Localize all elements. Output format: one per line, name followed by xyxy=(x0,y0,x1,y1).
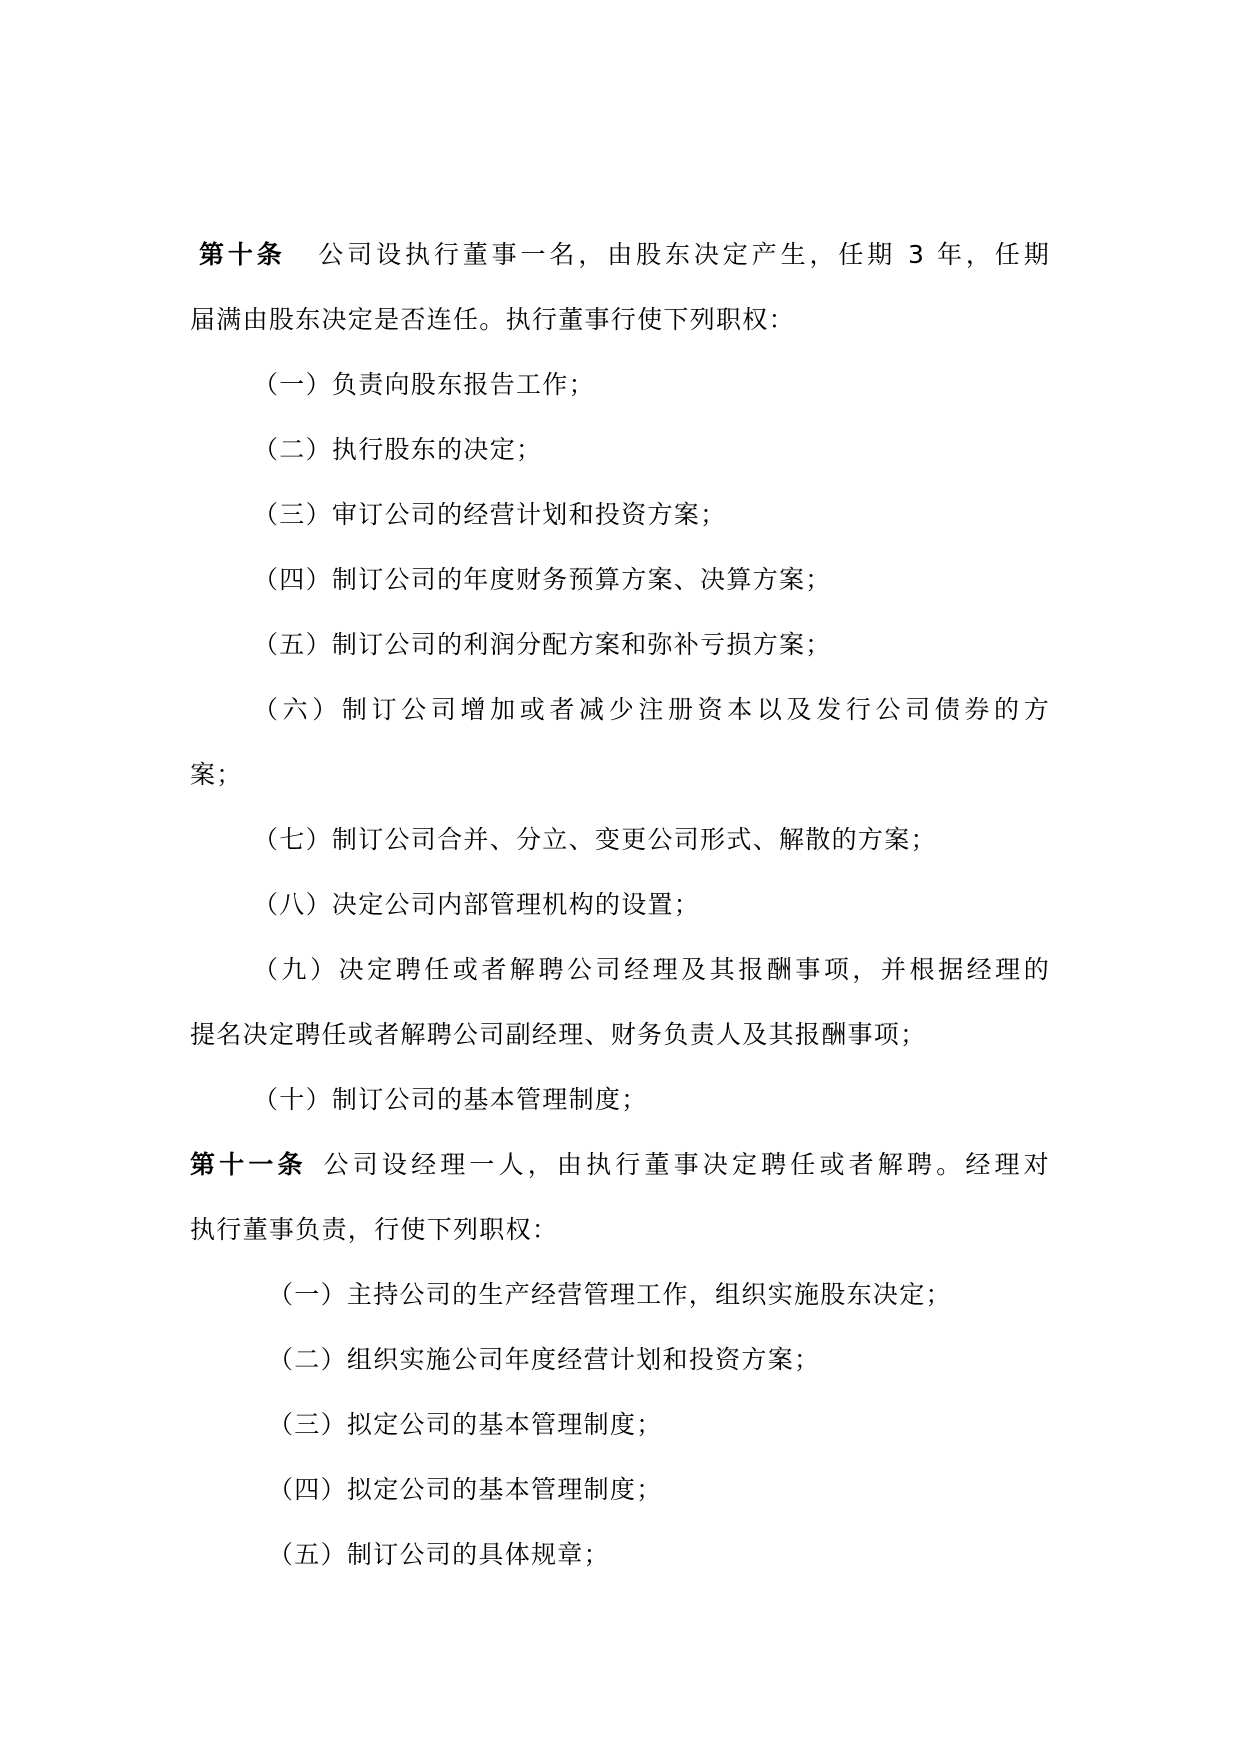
article10-title: 第十条 xyxy=(199,240,286,269)
article10-item-5: （五）制订公司的利润分配方案和弥补亏损方案； xyxy=(253,630,832,659)
article10-item-2: （二）执行股东的决定； xyxy=(253,435,543,464)
article11-item-3: （三）拟定公司的基本管理制度； xyxy=(268,1410,663,1439)
article11-text-line2: 执行董事负责，行使下列职权： xyxy=(190,1215,559,1244)
article11-text-line1: 公司设经理一人，由执行董事决定聘任或者解聘。经理对 xyxy=(320,1150,1050,1179)
article10-item-1: （一）负责向股东报告工作； xyxy=(253,370,595,399)
article10-item-4: （四）制订公司的年度财务预算方案、决算方案； xyxy=(253,565,832,594)
article11-title: 第十一条 xyxy=(190,1150,307,1179)
article10-item-6-line2: 案； xyxy=(190,760,243,789)
article10-item-9-line2: 提名决定聘任或者解聘公司副经理、财务负责人及其报酬事项； xyxy=(190,1020,927,1049)
article10-item-9-line1: （九）决定聘任或者解聘公司经理及其报酬事项，并根据经理的 xyxy=(253,955,1050,984)
article10-item-8: （八）决定公司内部管理机构的设置； xyxy=(253,890,701,919)
article11-item-5: （五）制订公司的具体规章； xyxy=(268,1540,610,1569)
article10-first-line xyxy=(190,222,1050,287)
article11-item-1: （一）主持公司的生产经营管理工作，组织实施股东决定； xyxy=(268,1280,952,1309)
article11-item-2: （二）组织实施公司年度经营计划和投资方案； xyxy=(268,1345,821,1374)
article10-item-7: （七）制订公司合并、分立、变更公司形式、解散的方案； xyxy=(253,825,937,854)
article10-item-3: （三）审订公司的经营计划和投资方案； xyxy=(253,500,727,529)
article10-item-6-line1: （六）制订公司增加或者减少注册资本以及发行公司债券的方 xyxy=(253,695,1050,724)
article11-first-line xyxy=(190,1132,1050,1197)
article10-item-10: （十）制订公司的基本管理制度； xyxy=(253,1085,648,1114)
article11-item-4: （四）拟定公司的基本管理制度； xyxy=(268,1475,663,1504)
article10-text-line1: 公司设执行董事一名，由股东决定产生，任期 3 年，任期 xyxy=(315,240,1050,269)
document-body xyxy=(190,222,1050,1587)
article10-text-line2: 届满由股东决定是否连任。执行董事行使下列职权： xyxy=(190,305,795,334)
